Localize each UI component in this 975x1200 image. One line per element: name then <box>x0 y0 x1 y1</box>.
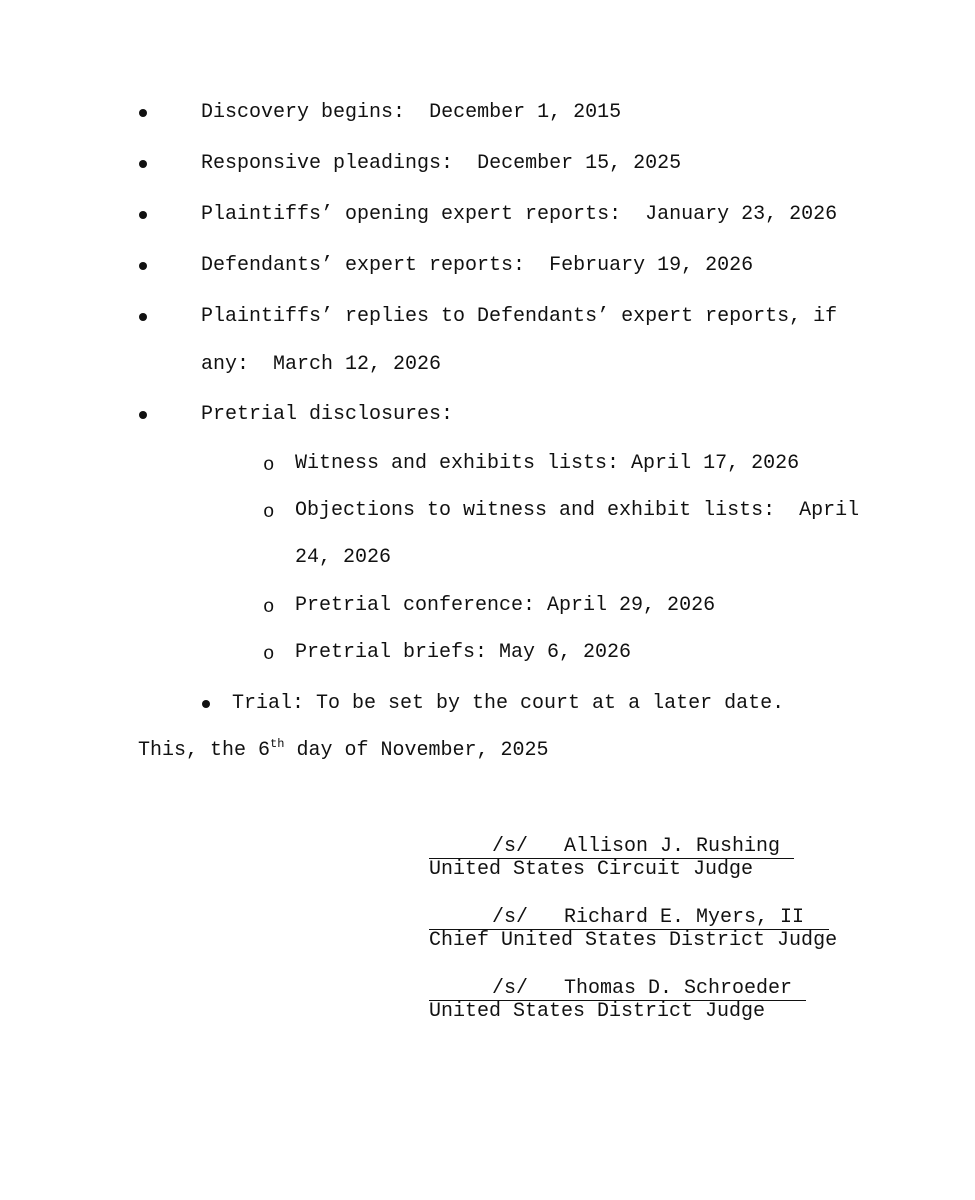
bullet-icon <box>139 160 147 168</box>
schedule-item-responsive-pleadings <box>201 153 681 175</box>
schedule-item-trial: Trial: To be set by the court at a later date. <box>232 692 785 715</box>
subitem-pretrial-conference: Pretrial conference: April 29, 2026 <box>295 594 716 617</box>
schedule-item-plaintiffs-expert-reports <box>201 204 837 226</box>
item-date: December 15, 2025 <box>477 152 682 175</box>
circle-bullet-icon: o <box>263 454 275 476</box>
schedule-item-pretrial-disclosures: Pretrial disclosures: <box>201 403 454 426</box>
dated-prefix: This, the 6 <box>138 739 271 762</box>
item-label: Plaintiffs’ opening expert reports: <box>201 203 622 226</box>
circle-bullet-icon: o <box>263 501 275 523</box>
bullet-icon <box>139 411 147 419</box>
item-date: February 19, 2026 <box>549 254 754 277</box>
item-date: December 1, 2015 <box>429 101 622 124</box>
circle-bullet-icon: o <box>263 596 275 618</box>
item-label: Responsive pleadings: <box>201 152 454 175</box>
bullet-icon <box>139 262 147 270</box>
subitem-pretrial-briefs: Pretrial briefs: May 6, 2026 <box>295 641 632 664</box>
dated-ordinal: th <box>270 737 285 751</box>
judge-title-myers: Chief United States District Judge <box>429 929 838 952</box>
item-label: Defendants’ expert reports: <box>201 254 526 277</box>
judge-title-schroeder: United States District Judge <box>429 1000 766 1023</box>
schedule-item-discovery <box>201 102 621 124</box>
item-date: January 23, 2026 <box>645 203 838 226</box>
dated-rest: day of November, 2025 <box>284 739 549 762</box>
signature-schroeder: /s/ Thomas D. Schroeder <box>492 977 793 1000</box>
judge-title-rushing: United States Circuit Judge <box>429 858 754 881</box>
schedule-item-plaintiffs-replies-line2: any: March 12, 2026 <box>201 353 442 376</box>
schedule-item-defendants-expert-reports <box>201 255 753 277</box>
subitem-witness-lists: Witness and exhibits lists: April 17, 2026 <box>295 452 800 475</box>
subitem-objections-line1: Objections to witness and exhibit lists: April <box>295 499 860 522</box>
subitem-objections-line2: 24, 2026 <box>295 546 392 569</box>
schedule-item-plaintiffs-replies-line1: Plaintiffs’ replies to Defendants’ expert reports, if <box>201 305 838 328</box>
circle-bullet-icon: o <box>263 643 275 665</box>
bullet-icon <box>139 211 147 219</box>
bullet-icon <box>139 109 147 117</box>
bullet-icon <box>202 700 210 708</box>
signature-rushing: /s/ Allison J. Rushing <box>492 835 781 858</box>
bullet-icon <box>139 313 147 321</box>
signature-myers: /s/ Richard E. Myers, II <box>492 906 805 929</box>
item-label: Discovery begins: <box>201 101 406 124</box>
dated-line <box>138 737 549 762</box>
